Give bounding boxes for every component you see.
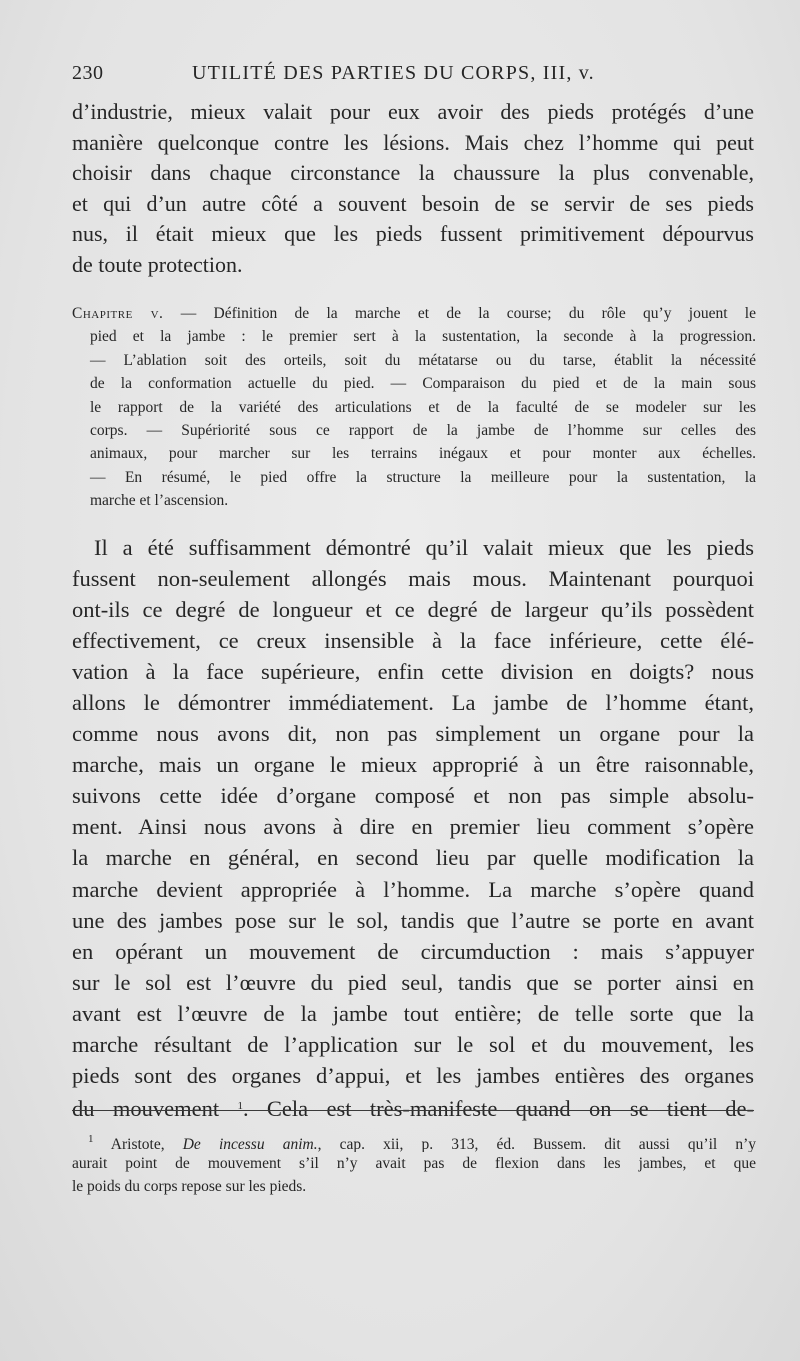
text-line: effectivement, ce creux insensible à la face inférieure, cette élé-: [72, 628, 754, 654]
text-line: ment. Ainsi nous avons à dire en premier lieu comment s’opère: [72, 814, 754, 840]
summary-line: corps. — Supériorité sous ce rapport de la jambe de l’homme sur celles des: [90, 421, 756, 439]
text-line: d’industrie, mieux valait pour eux avoir des pieds protégés d’une: [72, 99, 754, 124]
text-line: choisir dans chaque circonstance la chaussure la plus convenable,: [72, 160, 754, 186]
text-line: pieds sont des organes d’appui, et les jambes entières des organes: [72, 1062, 754, 1088]
summary-line: — L’ablation soit des orteils, soit du métatarse ou du tarse, établit la nécessité: [90, 351, 756, 369]
text-line: la marche en général, en second lieu par quelle modification la: [72, 845, 754, 871]
text-segment: Aristote,: [93, 1136, 183, 1152]
text-line: en opérant un mouvement de circumduction : mais s’appuyer: [72, 938, 754, 964]
summary-line: de la conformation actuelle du pied. — Comparaison du pied et de la main sous: [90, 375, 756, 393]
chapter-body-paragraph: [72, 532, 754, 1122]
text-line: allons le démontrer immédiatement. La jambe de l’homme étant,: [72, 690, 754, 716]
text-line-with-note: [72, 1091, 754, 1122]
summary-line: pied et la jambe : le premier sert à la sustentation, la seconde à la progression.: [90, 328, 756, 346]
text-line: fussent non-seulement allongés mais mous. Maintenant pourquoi: [72, 566, 754, 592]
summary-line: le rapport de la variété des articulations et de la faculté de se modeler sur les: [90, 398, 756, 416]
summary-line: marche et l’ascension.: [90, 492, 229, 510]
text-segment: du mouvement: [72, 1095, 220, 1121]
text-line: sur le sol est l’œuvre du pied seul, tandis que se porter ainsi en: [72, 969, 754, 995]
text-line: vation à la face supérieure, enfin cette division en doigts? nous: [72, 659, 754, 685]
text-segment: , cap. xii, p. 313, éd. Bussem. dit aussi qu’il n’y: [317, 1136, 756, 1152]
footnote-line: aurait point de mouvement s’il n’y avait pas de flexion dans les jambes, et que: [72, 1154, 756, 1172]
summary-line: — En résumé, le pied offre la structure la meilleure pour la sustentation, la: [90, 468, 756, 486]
footnote-separator: [72, 1110, 754, 1111]
text-line: marche, mais un organe le mieux approprié à un être raisonnable,: [72, 752, 754, 778]
text-line: suivons cette idée d’organe composé et non pas simple absolu-: [72, 783, 754, 809]
text-line: Il a été suffisamment démontré qu’il valait mieux que les pieds: [94, 535, 754, 560]
text-line: une des jambes pose sur le sol, tandis que l’autre se porte en avant: [72, 907, 754, 933]
summary-first-line: [72, 302, 756, 325]
text-line: ont-ils ce degré de longueur et ce degré de largeur qu’ils possèdent: [72, 597, 754, 623]
text-segment: . Cela est très-manifeste quand on se tient de-: [242, 1095, 754, 1121]
text-line: nus, il était mieux que les pieds fussent primitivement dépourvus: [72, 221, 754, 247]
summary-first-line-text: — Définition de la marche et de la course; du rôle qu’y jouent le: [180, 305, 756, 322]
footnote-line: [72, 1128, 756, 1152]
running-title: UTILITÉ DES PARTIES DU CORPS, III, v.: [192, 62, 595, 84]
page-header: [72, 62, 740, 90]
text-line: comme nous avons dit, non pas simplement un organe pour la: [72, 721, 754, 747]
text-line: avant est l’œuvre de la jambe tout entière; de telle sorte que la: [72, 1000, 754, 1026]
footnote-line: le poids du corps repose sur les pieds.: [72, 1178, 307, 1195]
paragraph-continuation: [72, 97, 754, 281]
chapter-summary: [72, 302, 756, 513]
footnote-marker: 1: [88, 1133, 94, 1145]
footnote: [72, 1128, 756, 1199]
text-line: marche devient appropriée à l’homme. La marche s’opère quand: [72, 876, 754, 902]
summary-line: animaux, pour marcher sur les terrains inégaux et pour monter aux échelles.: [90, 445, 756, 463]
page-number: 230: [72, 62, 104, 84]
footnote-reference[interactable]: 1: [237, 1099, 243, 1112]
text-line: et qui d’un autre côté a souvent besoin de se servir de ses pieds: [72, 190, 754, 216]
chapter-label: Chapitre v.: [72, 305, 164, 322]
text-line: manière quelconque contre les lésions. Mais chez l’homme qui peut: [72, 129, 754, 155]
cited-work-title: De incessu anim.: [182, 1136, 318, 1152]
text-line: de toute protection.: [72, 251, 243, 277]
text-line: marche résultant de l’application sur le sol et du mouvement, les: [72, 1031, 754, 1057]
